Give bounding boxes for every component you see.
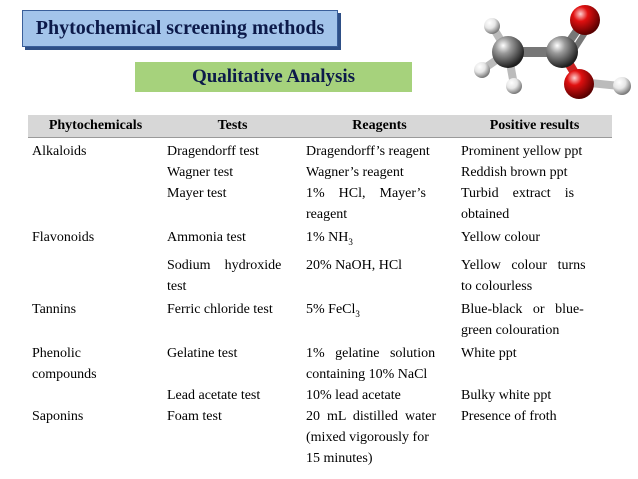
test-cell: Dragendorff test	[167, 144, 259, 159]
reagent-cell	[302, 341, 457, 385]
result-cell: Prominent yellow ppt	[461, 144, 583, 159]
reagent-text: 5% FeCl	[306, 301, 356, 317]
phytochemical-cell: Tannins	[32, 301, 77, 317]
result-line: green colouration	[461, 322, 560, 338]
phytochemical-line: compounds	[32, 366, 97, 382]
reagent-cell	[302, 297, 457, 341]
reagent-cell: Dragendorff’s reagent	[306, 144, 430, 159]
reagent-cell	[302, 406, 457, 469]
reagent-cell	[302, 225, 457, 253]
reagent-cell: Wagner’s reagent	[306, 165, 404, 180]
test-cell: Ammonia test	[167, 230, 246, 245]
reagent-line: reagent	[306, 207, 348, 222]
reagent-line: 20 mL distilled water	[306, 408, 437, 424]
phytochemical-cell	[28, 341, 163, 385]
result-line: obtained	[461, 207, 510, 222]
test-cell: Lead acetate test	[167, 387, 261, 403]
reagent-line: 15 minutes)	[306, 450, 373, 466]
reagent-cell: 20% NaOH, HCl	[306, 257, 403, 273]
table-row	[28, 253, 612, 297]
reagent-line: 1% gelatine solution	[306, 345, 436, 361]
table-row	[28, 341, 612, 385]
table-row	[28, 162, 612, 183]
reagent-cell: 10% lead acetate	[306, 387, 401, 403]
reagent-subscript: 3	[348, 236, 353, 247]
reagent-subscript: 3	[355, 308, 360, 319]
result-cell	[457, 297, 612, 341]
result-cell: Presence of froth	[461, 408, 557, 424]
result-cell: Bulky white ppt	[461, 387, 552, 403]
phytochemical-line: Phenolic	[32, 345, 81, 361]
table-row	[28, 138, 612, 163]
test-line: Sodium hydroxide	[167, 257, 282, 273]
column-header-phytochemicals: Phytochemicals	[28, 115, 163, 138]
acetic-acid-molecule-icon	[452, 0, 638, 110]
section-subtitle: Qualitative Analysis	[135, 62, 412, 92]
column-header-positive-results: Positive results	[457, 115, 612, 138]
result-cell	[457, 253, 612, 297]
column-header-reagents: Reagents	[302, 115, 457, 138]
phytochemical-cell: Saponins	[32, 408, 84, 424]
table-row	[28, 406, 612, 469]
reagent-line: (mixed vigorously for	[306, 429, 429, 445]
table-row	[28, 225, 612, 253]
table-row	[28, 385, 612, 406]
phytochemical-cell: Alkaloids	[32, 144, 87, 159]
phytochemical-cell	[28, 253, 163, 297]
reagent-cell	[302, 183, 457, 225]
phytochemical-cell	[28, 162, 163, 183]
test-cell: Mayer test	[167, 186, 227, 201]
result-cell: Reddish brown ppt	[461, 165, 568, 180]
result-line: Turbid extract is	[461, 186, 575, 201]
result-line: Blue-black or blue-	[461, 301, 584, 317]
table-row	[28, 183, 612, 225]
result-line: Yellow colour turns	[461, 257, 586, 273]
result-cell: Yellow colour	[461, 230, 541, 245]
table-row	[28, 297, 612, 341]
result-line: to colourless	[461, 278, 533, 294]
table-header-row	[28, 115, 612, 138]
test-line: test	[167, 278, 187, 294]
test-cell: Ferric chloride test	[167, 301, 273, 317]
result-cell: White ppt	[461, 345, 517, 361]
phytochemical-cell	[28, 385, 163, 406]
phytochemical-cell	[28, 183, 163, 225]
test-cell: Foam test	[167, 408, 222, 424]
reagent-text: 1% NH	[306, 230, 349, 245]
column-header-tests: Tests	[163, 115, 302, 138]
phytochemical-cell: Flavonoids	[32, 230, 95, 245]
result-cell	[457, 183, 612, 225]
reagent-line: containing 10% NaCl	[306, 366, 428, 382]
reagent-line: 1% HCl, Mayer’s	[306, 186, 426, 201]
test-cell: Gelatine test	[167, 345, 238, 361]
test-cell: Wagner test	[167, 165, 234, 180]
screening-table	[28, 115, 612, 469]
test-cell	[163, 253, 302, 297]
page-title: Phytochemical screening methods	[22, 10, 338, 47]
